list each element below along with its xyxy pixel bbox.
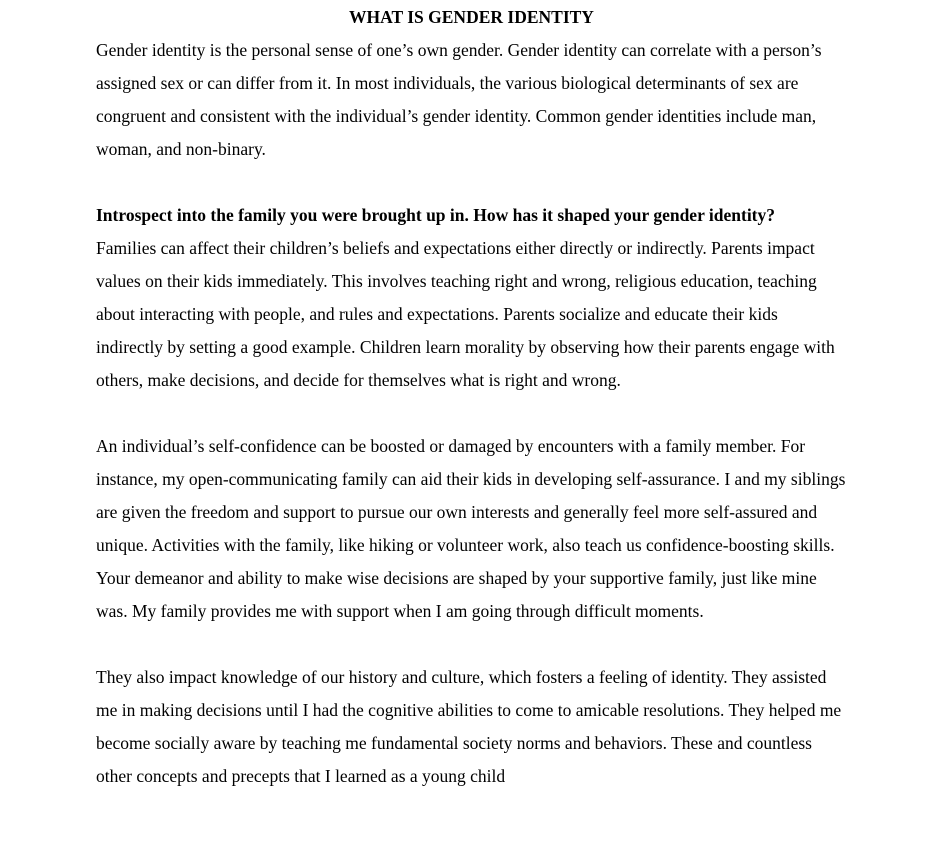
self-confidence-paragraph: An individual’s self-confidence can be boosted or damaged by encounters with a family member. For instance, my open-communicating family can aid their kids in developing self-assurance. I and my siblings are given the freedom and support to pursue our own interests and generally feel more self-assured and unique. Activities with the family, like hiking or volunteer work, also teach us confidence-boosting skills. Your demeanor and ability to make wise decisions are shaped by your supportive family, just like mine was. My family provides me with support when I am going through difficult moments. [96, 436, 846, 621]
intro-paragraph: Gender identity is the personal sense of one’s own gender. Gender identity can correlate with a person’s assigned sex or can differ from it. In most individuals, the various biological determinants of sex are congruent and consistent with the individual’s gender identity. Common gender identities include man, woman, and non-binary. [96, 40, 822, 159]
question-heading: Introspect into the family you were brought up in. How has it shaped your gender identity? [96, 205, 776, 225]
history-culture-paragraph: They also impact knowledge of our history and culture, which fosters a feeling of identity. They assisted me in making decisions until I had the cognitive abilities to come to amicable resolutions. They helped me become socially aware by teaching me fundamental society norms and behaviors. These and countless other concepts and precepts that I learned as a young child [96, 667, 842, 786]
family-influence-paragraph: Families can affect their children’s beliefs and expectations either directly or indirectly. Parents impact values on their kids immediately. This involves teaching right and wrong, religious education, teaching about interacting with people, and rules and expectations. Parents socialize and educate their kids indirectly by setting a good example. Children learn morality by observing how their parents engage with others, make decisions, and decide for themselves what is right and wrong. [96, 238, 835, 390]
document-title: WHAT IS GENDER IDENTITY [349, 7, 594, 27]
